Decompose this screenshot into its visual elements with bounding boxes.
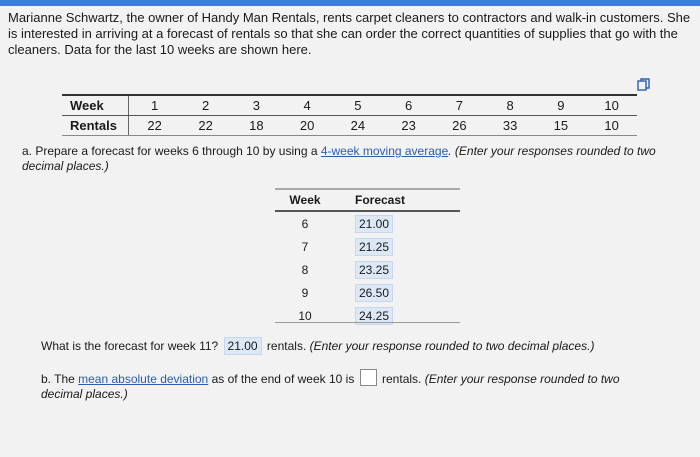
rentals-cell: 24	[332, 116, 383, 136]
week-cell: 4	[282, 95, 333, 116]
week-cell: 2	[180, 95, 231, 116]
forecast-answer-box[interactable]: 21.25	[355, 238, 393, 256]
week-cell: 1	[129, 95, 181, 116]
problem-intro: Marianne Schwartz, the owner of Handy Man Rentals, rents carpet cleaners to contractors and walk-in customers. She is interested in arriving at a forecast of rentals so that she can order the correct quantities of supplies that go with the cleaners. Data for the last 10 weeks are shown here.	[8, 10, 691, 57]
forecast-week: 10	[298, 308, 312, 323]
mad-answer-input[interactable]	[360, 369, 377, 386]
forecast-week: 9	[301, 285, 309, 300]
rentals-row	[62, 116, 637, 136]
forecast-answer-box[interactable]: 23.25	[355, 261, 393, 279]
forecast-week: 7	[301, 239, 309, 254]
forecast-answer-box[interactable]: 26.50	[355, 284, 393, 302]
rentals-cell: 15	[535, 116, 586, 136]
part-b-question	[41, 369, 641, 402]
week-cell: 10	[586, 95, 637, 116]
week-row	[62, 95, 637, 116]
forecast-col-forecast: Forecast	[335, 189, 460, 211]
week-11-suffix: rentals.	[266, 339, 307, 353]
forecast-answer-box[interactable]: 21.00	[355, 215, 393, 233]
rentals-row-header: Rentals	[62, 116, 129, 136]
week-11-answer-box[interactable]: 21.00	[224, 337, 262, 355]
rentals-cell: 23	[383, 116, 434, 136]
rentals-data-table	[62, 94, 637, 136]
week-cell: 5	[332, 95, 383, 116]
week-cell: 9	[535, 95, 586, 116]
table-row	[275, 281, 460, 304]
forecast-table-rule	[275, 322, 460, 323]
forecast-week: 6	[301, 216, 309, 231]
forecast-week: 8	[301, 262, 309, 277]
copy-icon[interactable]	[637, 78, 651, 92]
week-row-header: Week	[62, 95, 129, 116]
forecast-header-row	[275, 189, 460, 211]
table-row	[275, 258, 460, 281]
week-11-question	[41, 337, 594, 355]
part-b-note: (Enter your response rounded to two decimal places.)	[41, 372, 620, 401]
rentals-cell: 26	[434, 116, 485, 136]
rentals-cell: 18	[231, 116, 282, 136]
part-a-suffix: . (Enter your responses rounded to two decimal places.)	[22, 144, 656, 173]
part-b-suffix: rentals.	[382, 372, 422, 386]
week-cell: 3	[231, 95, 282, 116]
week-11-prefix: What is the forecast for week 11?	[41, 339, 219, 353]
table-row	[275, 235, 460, 258]
forecast-table	[275, 188, 460, 327]
table-row	[275, 211, 460, 235]
forecast-col-week: Week	[275, 189, 335, 211]
week-cell: 8	[485, 95, 536, 116]
week-cell: 7	[434, 95, 485, 116]
part-a-question	[22, 144, 682, 174]
part-b-middle: as of the end of week 10 is	[208, 372, 355, 386]
part-a-prefix: a. Prepare a forecast for weeks 6 through 10 by using a	[22, 144, 321, 158]
rentals-cell: 33	[485, 116, 536, 136]
rentals-cell: 10	[586, 116, 637, 136]
rentals-cell: 22	[129, 116, 181, 136]
rentals-cell: 22	[180, 116, 231, 136]
part-b-prefix: b. The	[41, 372, 79, 386]
moving-average-link[interactable]: 4-week moving average	[320, 144, 449, 158]
rentals-cell: 20	[282, 116, 333, 136]
week-cell: 6	[383, 95, 434, 116]
table-row	[275, 304, 460, 327]
week-11-note: (Enter your response rounded to two decimal places.)	[309, 339, 595, 353]
mad-link[interactable]: mean absolute deviation	[78, 372, 209, 386]
top-bar	[0, 0, 700, 6]
forecast-answer-box[interactable]: 24.25	[355, 307, 393, 325]
